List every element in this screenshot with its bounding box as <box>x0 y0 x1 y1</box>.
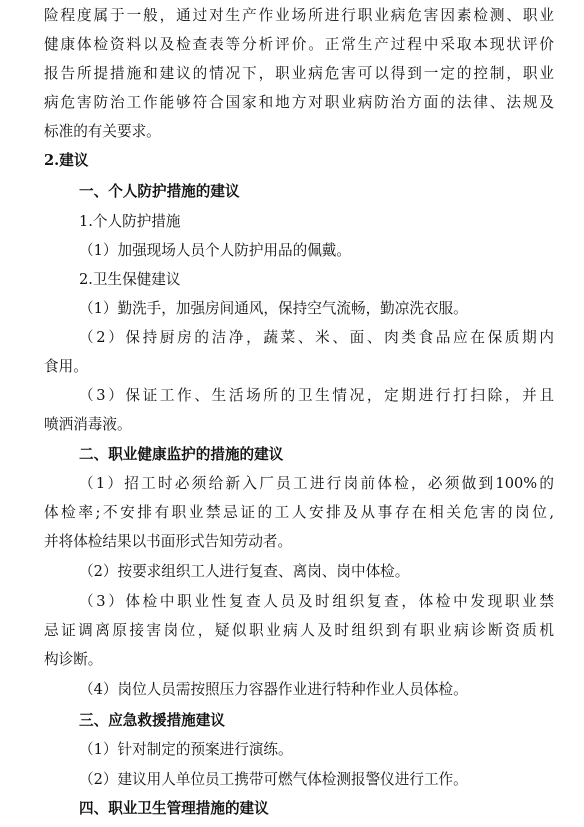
part-1-item-2-2-line-2: 食用。 <box>44 358 88 375</box>
part-2-item-2: （2）按要求组织工人进行复查、离岗、岗中体检。 <box>79 563 410 580</box>
intro-line-1: 险程度属于一般，通过对生产作业场所进行职业病危害因素检测、职业 <box>44 7 554 24</box>
part-2-item-1-line-2: 体检率;不安排有职业禁忌证的工人安排及从事存在相关危害的岗位, <box>44 504 554 521</box>
part-1-sub-2: 2.卫生保健建议 <box>79 271 181 288</box>
part-1-item-1: （1）加强现场人员个人防护用品的佩戴。 <box>79 242 351 259</box>
part-2-heading: 二、职业健康监护的措施的建议 <box>79 446 284 463</box>
part-1-item-2-3-line-1: （3）保证工作、生活场所的卫生情况，定期进行打扫除，并且 <box>79 387 554 404</box>
part-2-item-1-line-1: （1）招工时必须给新入厂员工进行岗前体检，必须做到100%的 <box>79 475 554 492</box>
part-2-item-1-line-3: 并将体检结果以书面形式告知劳动者。 <box>44 533 293 550</box>
part-1-item-2-2-line-1: （2）保持厨房的洁净，蔬菜、米、面、肉类食品应在保质期内 <box>79 329 554 346</box>
part-1-heading: 一、个人防护措施的建议 <box>79 183 240 200</box>
intro-line-2: 健康体检资料以及检查表等分析评价。正常生产过程中采取本现状评价 <box>44 36 554 53</box>
section-2-heading: 2.建议 <box>44 152 89 169</box>
intro-line-3: 报告所提措施和建议的情况下，职业病危害可以得到一定的控制，职业 <box>44 65 554 82</box>
part-2-item-3-line-1: （3）体检中职业性复查人员及时组织复查，体检中发现职业禁 <box>79 593 554 610</box>
part-2-item-4: （4）岗位人员需按照压力容器作业进行特种作业人员体检。 <box>79 681 468 698</box>
part-3-item-2: （2）建议用人单位员工携带可燃气体检测报警仪进行工作。 <box>79 771 468 788</box>
intro-line-4: 病危害防治工作能够符合国家和地方对职业病防治方面的法律、法规及 <box>44 94 554 111</box>
part-3-item-1: （1）针对制定的预案进行演练。 <box>79 741 293 758</box>
part-2-item-3-line-3: 构诊断。 <box>44 651 103 668</box>
part-1-item-2-3-line-2: 喷洒消毒液。 <box>44 416 132 433</box>
part-2-item-3-line-2: 忌证调离原接害岗位，疑似职业病人及时组织到有职业病诊断资质机 <box>44 622 554 639</box>
part-1-item-2-1: （1）勤洗手，加强房间通风，保持空气流畅，勤凉洗衣服。 <box>79 300 468 317</box>
part-4-heading: 四、职业卫生管理措施的建议 <box>79 800 269 817</box>
part-3-heading: 三、应急救援措施建议 <box>79 712 225 729</box>
intro-line-5: 标准的有关要求。 <box>44 123 161 140</box>
part-1-sub-1: 1.个人防护措施 <box>79 213 181 230</box>
